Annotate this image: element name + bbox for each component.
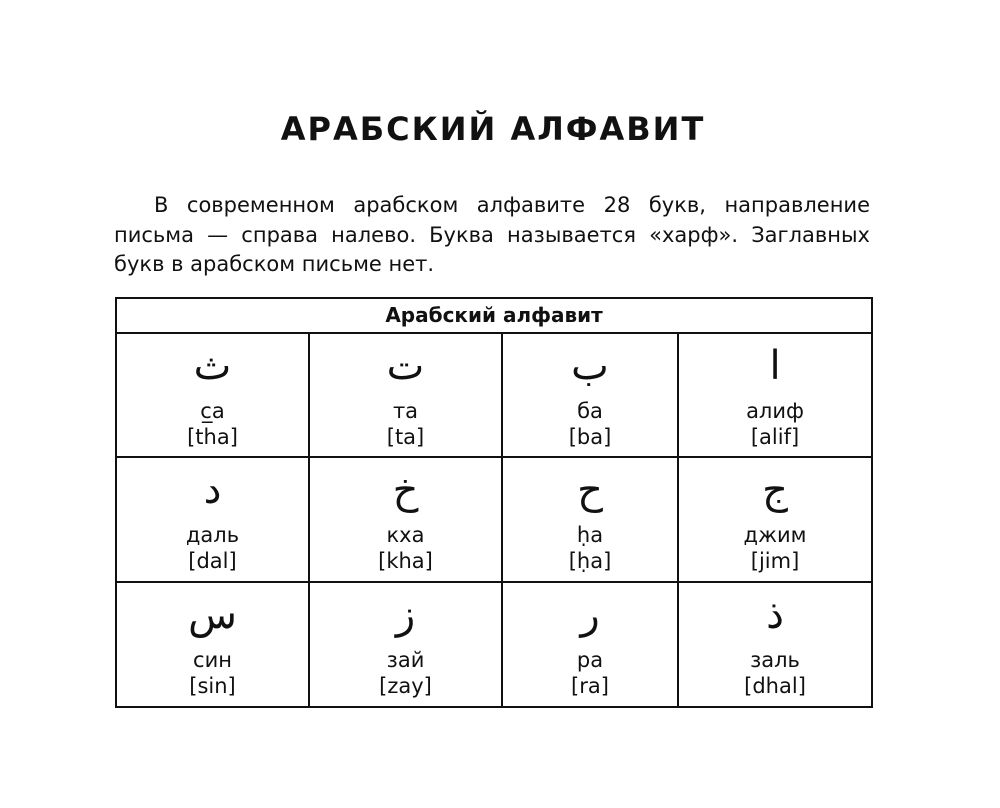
letter-transliteration: [sin] xyxy=(189,674,236,699)
letter-transliteration: [kha] xyxy=(378,549,433,574)
letter-cell xyxy=(116,333,309,458)
letter-cell xyxy=(309,582,502,707)
letter-name: заль xyxy=(750,648,800,673)
arabic-letter: خ xyxy=(392,467,419,514)
letter-transliteration: [alif] xyxy=(750,424,800,449)
letter-cell xyxy=(309,457,502,582)
letter-transliteration: [tha] xyxy=(187,424,238,449)
letter-transliteration: [dal] xyxy=(188,549,237,574)
arabic-letter: ت xyxy=(386,342,425,389)
letter-cell xyxy=(678,582,872,707)
letter-name: алиф xyxy=(746,398,804,423)
arabic-letter: س xyxy=(188,592,237,639)
letter-name: джим xyxy=(743,523,807,548)
letter-transliteration: [ta] xyxy=(386,424,425,449)
letter-transliteration: [ra] xyxy=(571,674,609,699)
letter-cell xyxy=(502,333,678,458)
arabic-letter: ج xyxy=(762,467,788,514)
letter-cell xyxy=(678,333,872,458)
letter-cell xyxy=(678,457,872,582)
arabic-letter: ا xyxy=(769,342,781,389)
letter-transliteration: [jim] xyxy=(750,549,800,574)
letter-cell xyxy=(502,457,678,582)
arabic-letter: د xyxy=(203,467,222,514)
letter-cell xyxy=(502,582,678,707)
arabic-letter: ذ xyxy=(766,592,784,639)
alphabet-table xyxy=(115,297,873,708)
letter-cell xyxy=(116,457,309,582)
letter-name: c̲a xyxy=(200,398,225,423)
letter-name: кха xyxy=(386,523,425,548)
page-title: АРАБСКИЙ АЛФАВИТ xyxy=(280,110,706,148)
table-row xyxy=(116,333,872,458)
letter-transliteration: [zay] xyxy=(379,674,432,699)
arabic-letter: ح xyxy=(577,467,603,514)
letter-name: зай xyxy=(386,648,425,673)
arabic-letter: ز xyxy=(395,592,416,639)
letter-name: ḥa xyxy=(576,523,604,548)
letter-transliteration: [ḥa] xyxy=(568,549,612,574)
letter-name: та xyxy=(392,398,419,423)
letter-name: ба xyxy=(577,398,603,423)
letter-transliteration: [ba] xyxy=(568,424,612,449)
table-row xyxy=(116,582,872,707)
arabic-letter: ب xyxy=(571,342,609,389)
letter-transliteration: [dhal] xyxy=(744,674,806,699)
intro-paragraph: В современном арабском алфавите 28 букв, направление письма — справа налево. Буква называется «харф». Заглавных букв в арабском письме нет. xyxy=(114,193,870,276)
letter-name: син xyxy=(193,648,232,673)
letter-name: ра xyxy=(576,648,604,673)
letter-cell xyxy=(309,333,502,458)
arabic-letter: ث xyxy=(193,342,232,389)
arabic-letter: ر xyxy=(580,592,600,639)
letter-name: даль xyxy=(185,523,240,548)
table-caption: Арабский алфавит xyxy=(116,298,872,333)
letter-cell xyxy=(116,582,309,707)
table-row xyxy=(116,457,872,582)
